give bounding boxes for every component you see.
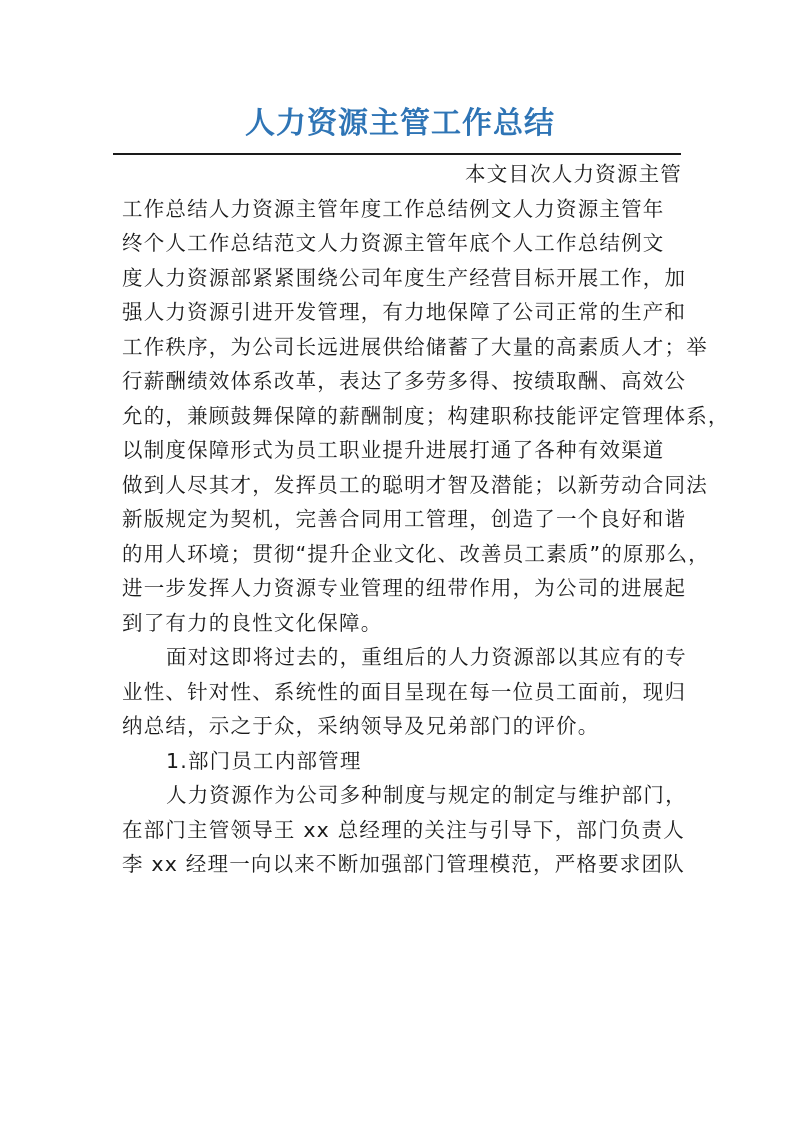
section-heading: 1.部门员工内部管理 (166, 748, 362, 773)
body-line: 本文目次人力资源主管 (465, 162, 682, 186)
body-line: 允的，兼顾鼓舞保障的薪酬制度；构建职称技能评定管理体系， (122, 403, 730, 428)
document-body (122, 157, 730, 882)
body-line: 强人力资源引进开发管理，有力地保障了公司正常的生产和 (122, 300, 687, 324)
body-line: 做到人尽其才，发挥员工的聪明才智及潜能；以新劳动合同法 (122, 472, 708, 497)
body-line: 终个人工作总结范文人力资源主管年底个人工作总结例文 (122, 231, 665, 255)
body-line: 的用人环境；贯彻“提升企业文化、改善员工素质”的原那么， (122, 541, 710, 566)
body-line: 行薪酬绩效体系改革，表达了多劳多得、按绩取酬、高效公 (122, 369, 687, 393)
body-line: 到了有力的良性文化保障。 (122, 610, 383, 635)
body-line: 在部门主管领导王 xx 总经理的关注与引导下，部门负责人 (122, 817, 685, 842)
body-line: 李 xx 经理一向以来不断加强部门管理模范，严格要求团队 (122, 852, 685, 876)
body-line: 纳总结，示之于众，采纳领导及兄弟部门的评价。 (122, 714, 600, 738)
body-line: 新版规定为契机，完善合同用工管理，创造了一个良好和谐 (122, 507, 687, 531)
body-line: 业性、针对性、系统性的面目呈现在每一位员工面前，现归 (122, 679, 687, 704)
document-title: 人力资源主管工作总结 (245, 106, 555, 141)
body-line: 进一步发挥人力资源专业管理的纽带作用，为公司的进展起 (122, 576, 687, 600)
body-line: 人力资源作为公司多种制度与规定的制定与维护部门， (166, 783, 687, 807)
body-line: 以制度保障形式为员工职业提升进展打通了各种有效渠道 (122, 438, 665, 462)
body-line: 度人力资源部紧紧围绕公司年度生产经营目标开展工作，加 (122, 265, 687, 290)
title-underline (113, 153, 681, 155)
body-line: 面对这即将过去的，重组后的人力资源部以其应有的专 (166, 645, 687, 669)
body-line: 工作总结人力资源主管年度工作总结例文人力资源主管年 (122, 196, 665, 221)
body-line: 工作秩序，为公司长远进展供给储蓄了大量的高素质人才；举 (122, 334, 708, 359)
